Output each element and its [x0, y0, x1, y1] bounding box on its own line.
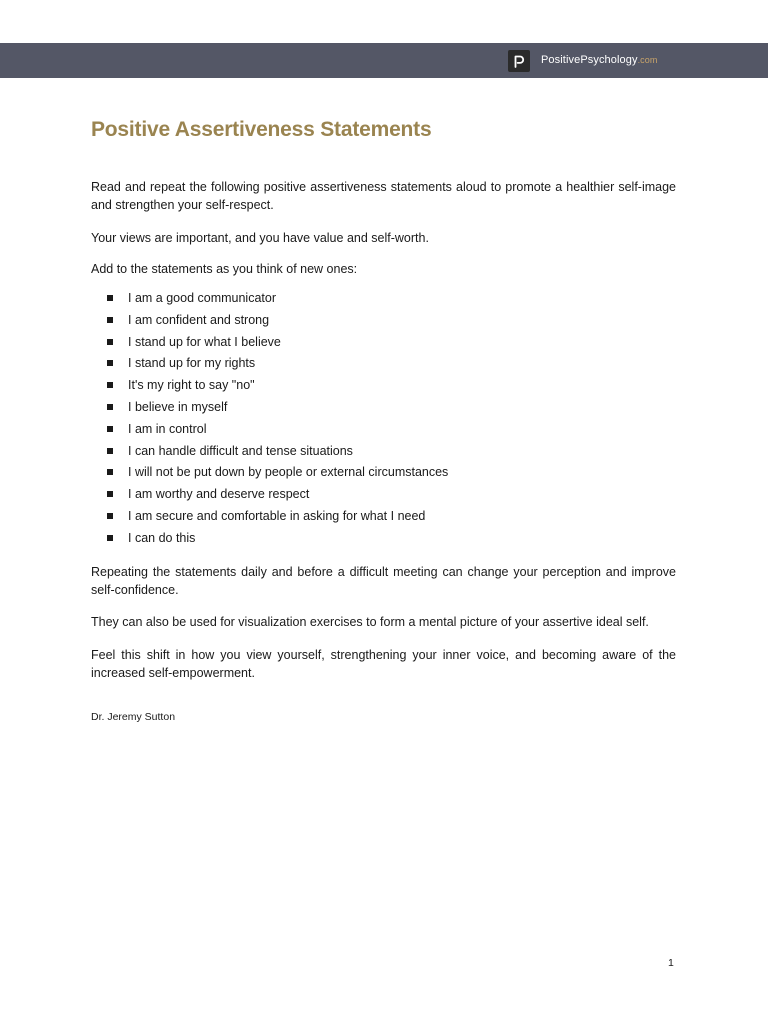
brand-suffix: .com [637, 55, 658, 65]
bullet-icon [107, 404, 113, 410]
bullet-icon [107, 426, 113, 432]
bullet-icon [107, 535, 113, 541]
closing-paragraph-2: They can also be used for visualization exercises to form a mental picture of your assertive ideal self. [91, 615, 649, 629]
list-item [91, 354, 448, 376]
list-item [91, 376, 448, 398]
list-intro: Add to the statements as you think of new ones: [91, 262, 358, 276]
bullet-icon [107, 491, 113, 497]
p-logo-icon [508, 50, 530, 72]
header-bar [0, 43, 768, 78]
statement-text: I am in control [128, 421, 207, 436]
brand-name: PositivePsychology [541, 54, 638, 66]
statement-text: I am a good communicator [128, 291, 276, 305]
brand-logo-text [541, 53, 657, 67]
list-item [91, 398, 448, 420]
statement-text: I am worthy and deserve respect [128, 487, 310, 502]
list-item [91, 485, 448, 507]
statement-text: I am secure and comfortable in asking for what I need [128, 508, 426, 523]
bullet-icon [107, 317, 113, 323]
list-item [91, 442, 448, 464]
bullet-icon [107, 469, 113, 475]
statements-list [91, 289, 448, 551]
closing-paragraph-3: Feel this shift in how you view yourself, strengthening your inner voice, and becoming aware of the increased self-empowerment. [91, 648, 676, 680]
author-name: Dr. Jeremy Sutton [91, 711, 176, 723]
statement-text: I can do this [128, 530, 196, 545]
list-item [91, 529, 448, 551]
bullet-icon [107, 382, 113, 388]
statement-text: I will not be put down by people or external circumstances [128, 465, 449, 480]
bullet-icon [107, 360, 113, 366]
statement-text: I stand up for my rights [128, 356, 256, 371]
page-number: 1 [668, 957, 674, 969]
statement-text: It's my right to say "no" [128, 378, 255, 393]
bullet-icon [107, 448, 113, 454]
intro-paragraph: Read and repeat the following positive assertiveness statements aloud to promote a healthier self-image and strengthen your self-respect. [91, 180, 676, 212]
bullet-icon [107, 295, 113, 301]
statement-text: I believe in myself [128, 399, 228, 414]
list-item [91, 311, 448, 333]
list-item [91, 507, 448, 529]
bullet-icon [107, 513, 113, 519]
closing-paragraph-1: Repeating the statements daily and before a difficult meeting can change your perception and improve self-confidence. [91, 565, 676, 597]
value-statement: Your views are important, and you have value and self-worth. [91, 231, 429, 245]
statement-text: I am confident and strong [128, 312, 270, 327]
list-item [91, 420, 448, 442]
page-title: Positive Assertiveness Statements [91, 118, 432, 141]
statement-text: I stand up for what I believe [128, 334, 281, 349]
list-item [91, 333, 448, 355]
statement-text: I can handle difficult and tense situations [128, 443, 353, 458]
list-item [91, 289, 448, 311]
list-item [91, 463, 448, 485]
bullet-icon [107, 339, 113, 345]
